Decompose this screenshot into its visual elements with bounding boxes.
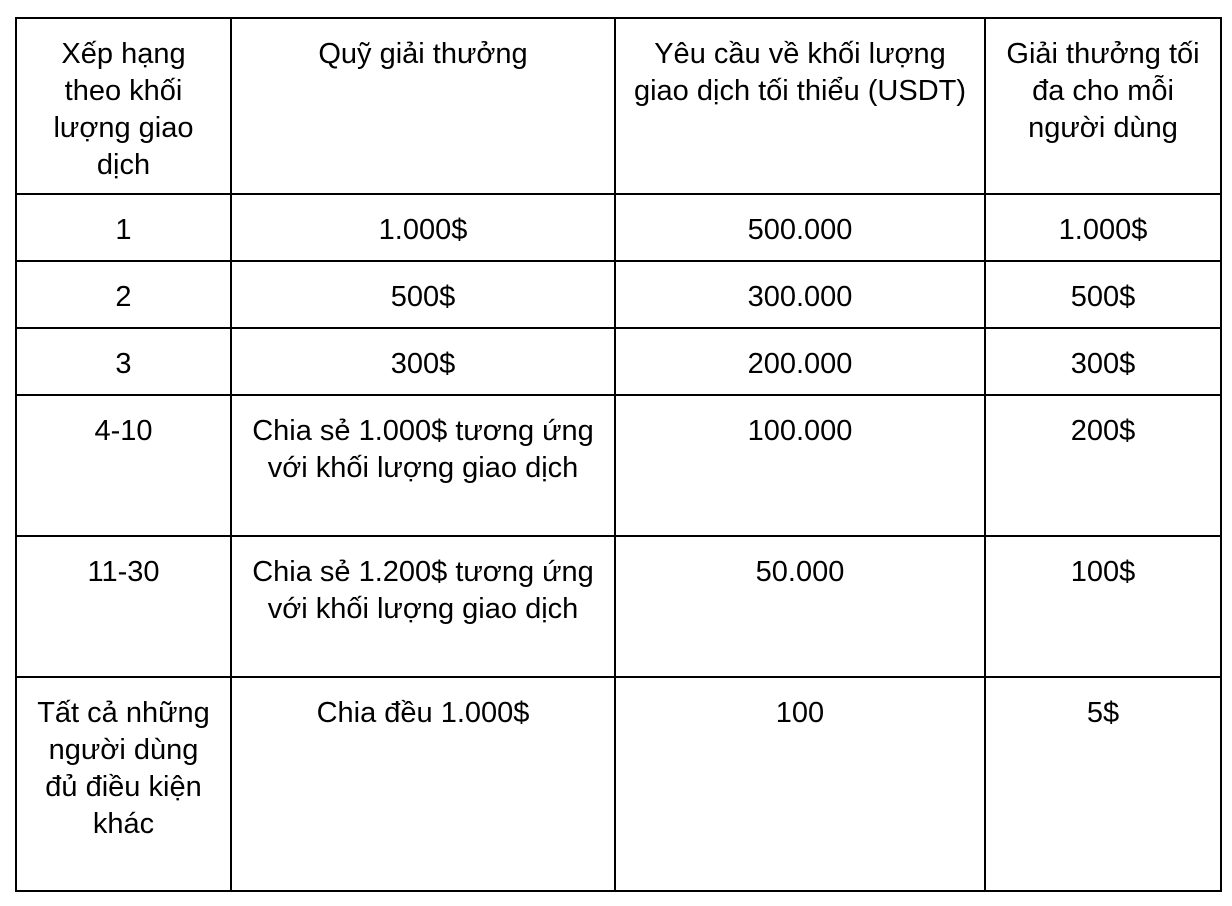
- table-cell-prize-pool: [231, 261, 615, 328]
- table-cell-prize-pool: [231, 677, 615, 891]
- table-row: [16, 194, 1221, 261]
- cell-text: 2: [115, 281, 132, 313]
- table-cell-max-reward: [985, 328, 1221, 395]
- cell-text: 300$: [1070, 348, 1136, 380]
- cell-text: 1: [115, 214, 132, 246]
- cell-text: 300.000: [747, 281, 853, 313]
- header-cell-rank: [16, 18, 231, 194]
- table-cell-min-volume: [615, 194, 985, 261]
- table-cell-prize-pool: [231, 328, 615, 395]
- header-max-reward-text: Giải thưởng tối đa cho mỗi người dùng: [1006, 38, 1200, 144]
- table-cell-rank: [16, 395, 231, 536]
- header-cell-max-reward: [985, 18, 1221, 194]
- cell-text: 100.000: [747, 415, 853, 447]
- header-cell-prize-pool: [231, 18, 615, 194]
- header-cell-min-volume: [615, 18, 985, 194]
- table-cell-min-volume: [615, 536, 985, 677]
- table-cell-max-reward: [985, 677, 1221, 891]
- cell-text: 200$: [1070, 415, 1136, 447]
- header-min-volume-text: Yêu cầu về khối lượng giao dịch tối thiểu (USDT): [633, 38, 967, 107]
- cell-text: 1.000$: [1058, 214, 1148, 246]
- table-cell-prize-pool: [231, 395, 615, 536]
- table-cell-max-reward: [985, 395, 1221, 536]
- table-row: [16, 328, 1221, 395]
- table-cell-max-reward: [985, 194, 1221, 261]
- table-cell-min-volume: [615, 395, 985, 536]
- cell-text: 500.000: [747, 214, 853, 246]
- header-rank-text: Xếp hạng theo khối lượng giao dịch: [53, 38, 194, 181]
- table-cell-rank: [16, 677, 231, 891]
- table-cell-rank: [16, 261, 231, 328]
- cell-text: Chia sẻ 1.200$ tương ứng với khối lượng giao dịch: [252, 556, 594, 625]
- header-prize-pool-text: Quỹ giải thưởng: [318, 38, 528, 70]
- table-cell-max-reward: [985, 261, 1221, 328]
- cell-text: 3: [115, 348, 132, 380]
- table-cell-max-reward: [985, 536, 1221, 677]
- table-row: [16, 395, 1221, 536]
- prize-table: [15, 17, 1222, 892]
- table-row: [16, 261, 1221, 328]
- table-cell-min-volume: [615, 677, 985, 891]
- table-cell-min-volume: [615, 328, 985, 395]
- table-cell-prize-pool: [231, 536, 615, 677]
- table-row: [16, 536, 1221, 677]
- cell-text: 200.000: [747, 348, 853, 380]
- cell-text: 500$: [390, 281, 456, 313]
- cell-text: 100: [775, 697, 825, 729]
- cell-text: Chia sẻ 1.000$ tương ứng với khối lượng giao dịch: [252, 415, 594, 484]
- table-cell-rank: [16, 194, 231, 261]
- cell-text: 11-30: [87, 556, 160, 588]
- table-cell-prize-pool: [231, 194, 615, 261]
- cell-text: Chia đều 1.000$: [316, 697, 530, 729]
- cell-text: Tất cả những người dùng đủ điều kiện khác: [37, 697, 210, 840]
- cell-text: 50.000: [755, 556, 845, 588]
- cell-text: 1.000$: [378, 214, 468, 246]
- table-cell-min-volume: [615, 261, 985, 328]
- cell-text: 300$: [390, 348, 456, 380]
- table-header-row: [16, 18, 1221, 194]
- cell-text: 5$: [1086, 697, 1120, 729]
- cell-text: 100$: [1070, 556, 1136, 588]
- table-cell-rank: [16, 328, 231, 395]
- cell-text: 4-10: [94, 415, 153, 447]
- table-cell-rank: [16, 536, 231, 677]
- cell-text: 500$: [1070, 281, 1136, 313]
- table-row: [16, 677, 1221, 891]
